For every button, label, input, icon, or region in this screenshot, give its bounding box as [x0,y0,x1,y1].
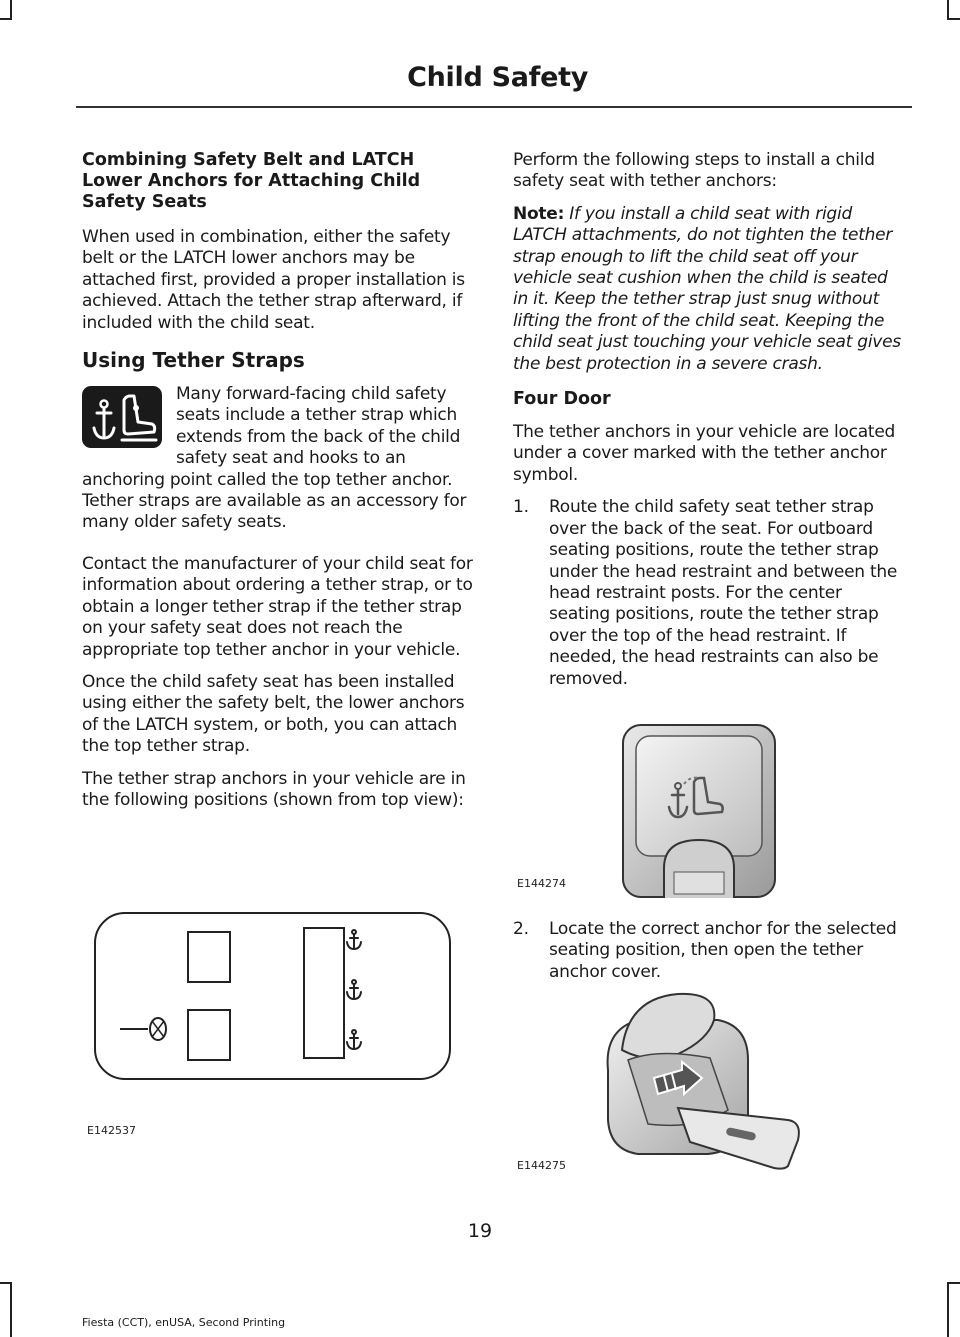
footer-text: Fiesta (CCT), enUSA, Second Printing [82,1316,286,1329]
list-item [513,497,907,690]
note-text: If you install a child seat with rigid LATCH attachments, do not tighten the tether strap enough to lift the child seat off your vehicle seat cushion when the child is seated in it. Keep the tether strap just snug without lifting the front of the child seat. Keeping the child seat just touching your vehicle seat gives the best protection in a severe crash. [513,203,901,374]
crop-mark [947,0,949,18]
step-number: 2. [513,919,529,939]
figure-code: E144274 [517,877,566,890]
paragraph: Perform the following steps to install a child safety seat with tether anchors: [513,150,875,192]
open-tether-anchor-cover-illustration [598,990,803,1170]
note [513,204,907,375]
figure-code: E142537 [87,1124,136,1137]
crop-mark [947,18,960,20]
crop-mark [10,0,12,18]
steps-list [513,919,907,983]
tether-anchor-child-seat-icon [82,386,162,448]
steps-list [513,497,907,690]
crop-mark [0,1282,12,1284]
crop-mark [947,1282,960,1284]
header-divider [76,106,912,108]
step-text: Locate the correct anchor for the selected seating position, then open the tether anchor cover. [549,919,897,982]
tether-anchor-positions-diagram [92,910,454,1085]
page-number: 19 [467,1220,493,1242]
crop-mark [0,18,12,20]
left-column [82,150,476,822]
section-heading: Four Door [513,389,611,410]
paragraph: Once the child safety seat has been installed using either the safety belt, the lower anchors of the LATCH system, or both, you can attach the top tether strap. [82,671,465,757]
step-number: 1. [513,497,529,518]
list-item [513,919,907,983]
step-text: Route the child safety seat tether strap over the back of the seat. For outboard seating positions, route the tether strap under the head restraint and between the head restraint posts. For the center seating positions, route the tether strap over the top of the head restraint. If needed, the head restraints can also be removed. [549,497,898,689]
step-2-block [513,919,907,983]
tether-anchor-cover-illustration [620,722,778,900]
paragraph: Many forward-facing child safety seats include a tether strap which extends from the back of the child safety seat and hooks to an anchoring point called the top tether anchor. Tether straps are available as an accessory for many older safety seats. [82,384,467,533]
paragraph: Contact the manufacturer of your child seat for information about ordering a tether strap, or to obtain a longer tether strap if the tether strap on your safety seat does not reach the appropriate top tether anchor in your vehicle. [82,553,473,660]
paragraph: The tether strap anchors in your vehicle are in the following positions (shown from top view): [82,768,466,810]
section-heading: Combining Safety Belt and LATCH Lower Anchors for Attaching Child Safety Seats [82,150,421,212]
paragraph: The tether anchors in your vehicle are located under a cover marked with the tether anchor symbol. [513,422,896,485]
crop-mark [10,1282,12,1337]
crop-mark [947,1282,949,1337]
section-heading: Using Tether Straps [82,348,305,373]
figure-code: E144275 [517,1159,566,1172]
paragraph: When used in combination, either the safety belt or the LATCH lower anchors may be attached first, provided a proper installation is achieved. Attach the tether strap afterward, if included with the child seat. [82,227,465,333]
right-column [513,150,907,690]
note-label: Note: [513,203,565,224]
page-title: Child Safety [407,62,588,93]
